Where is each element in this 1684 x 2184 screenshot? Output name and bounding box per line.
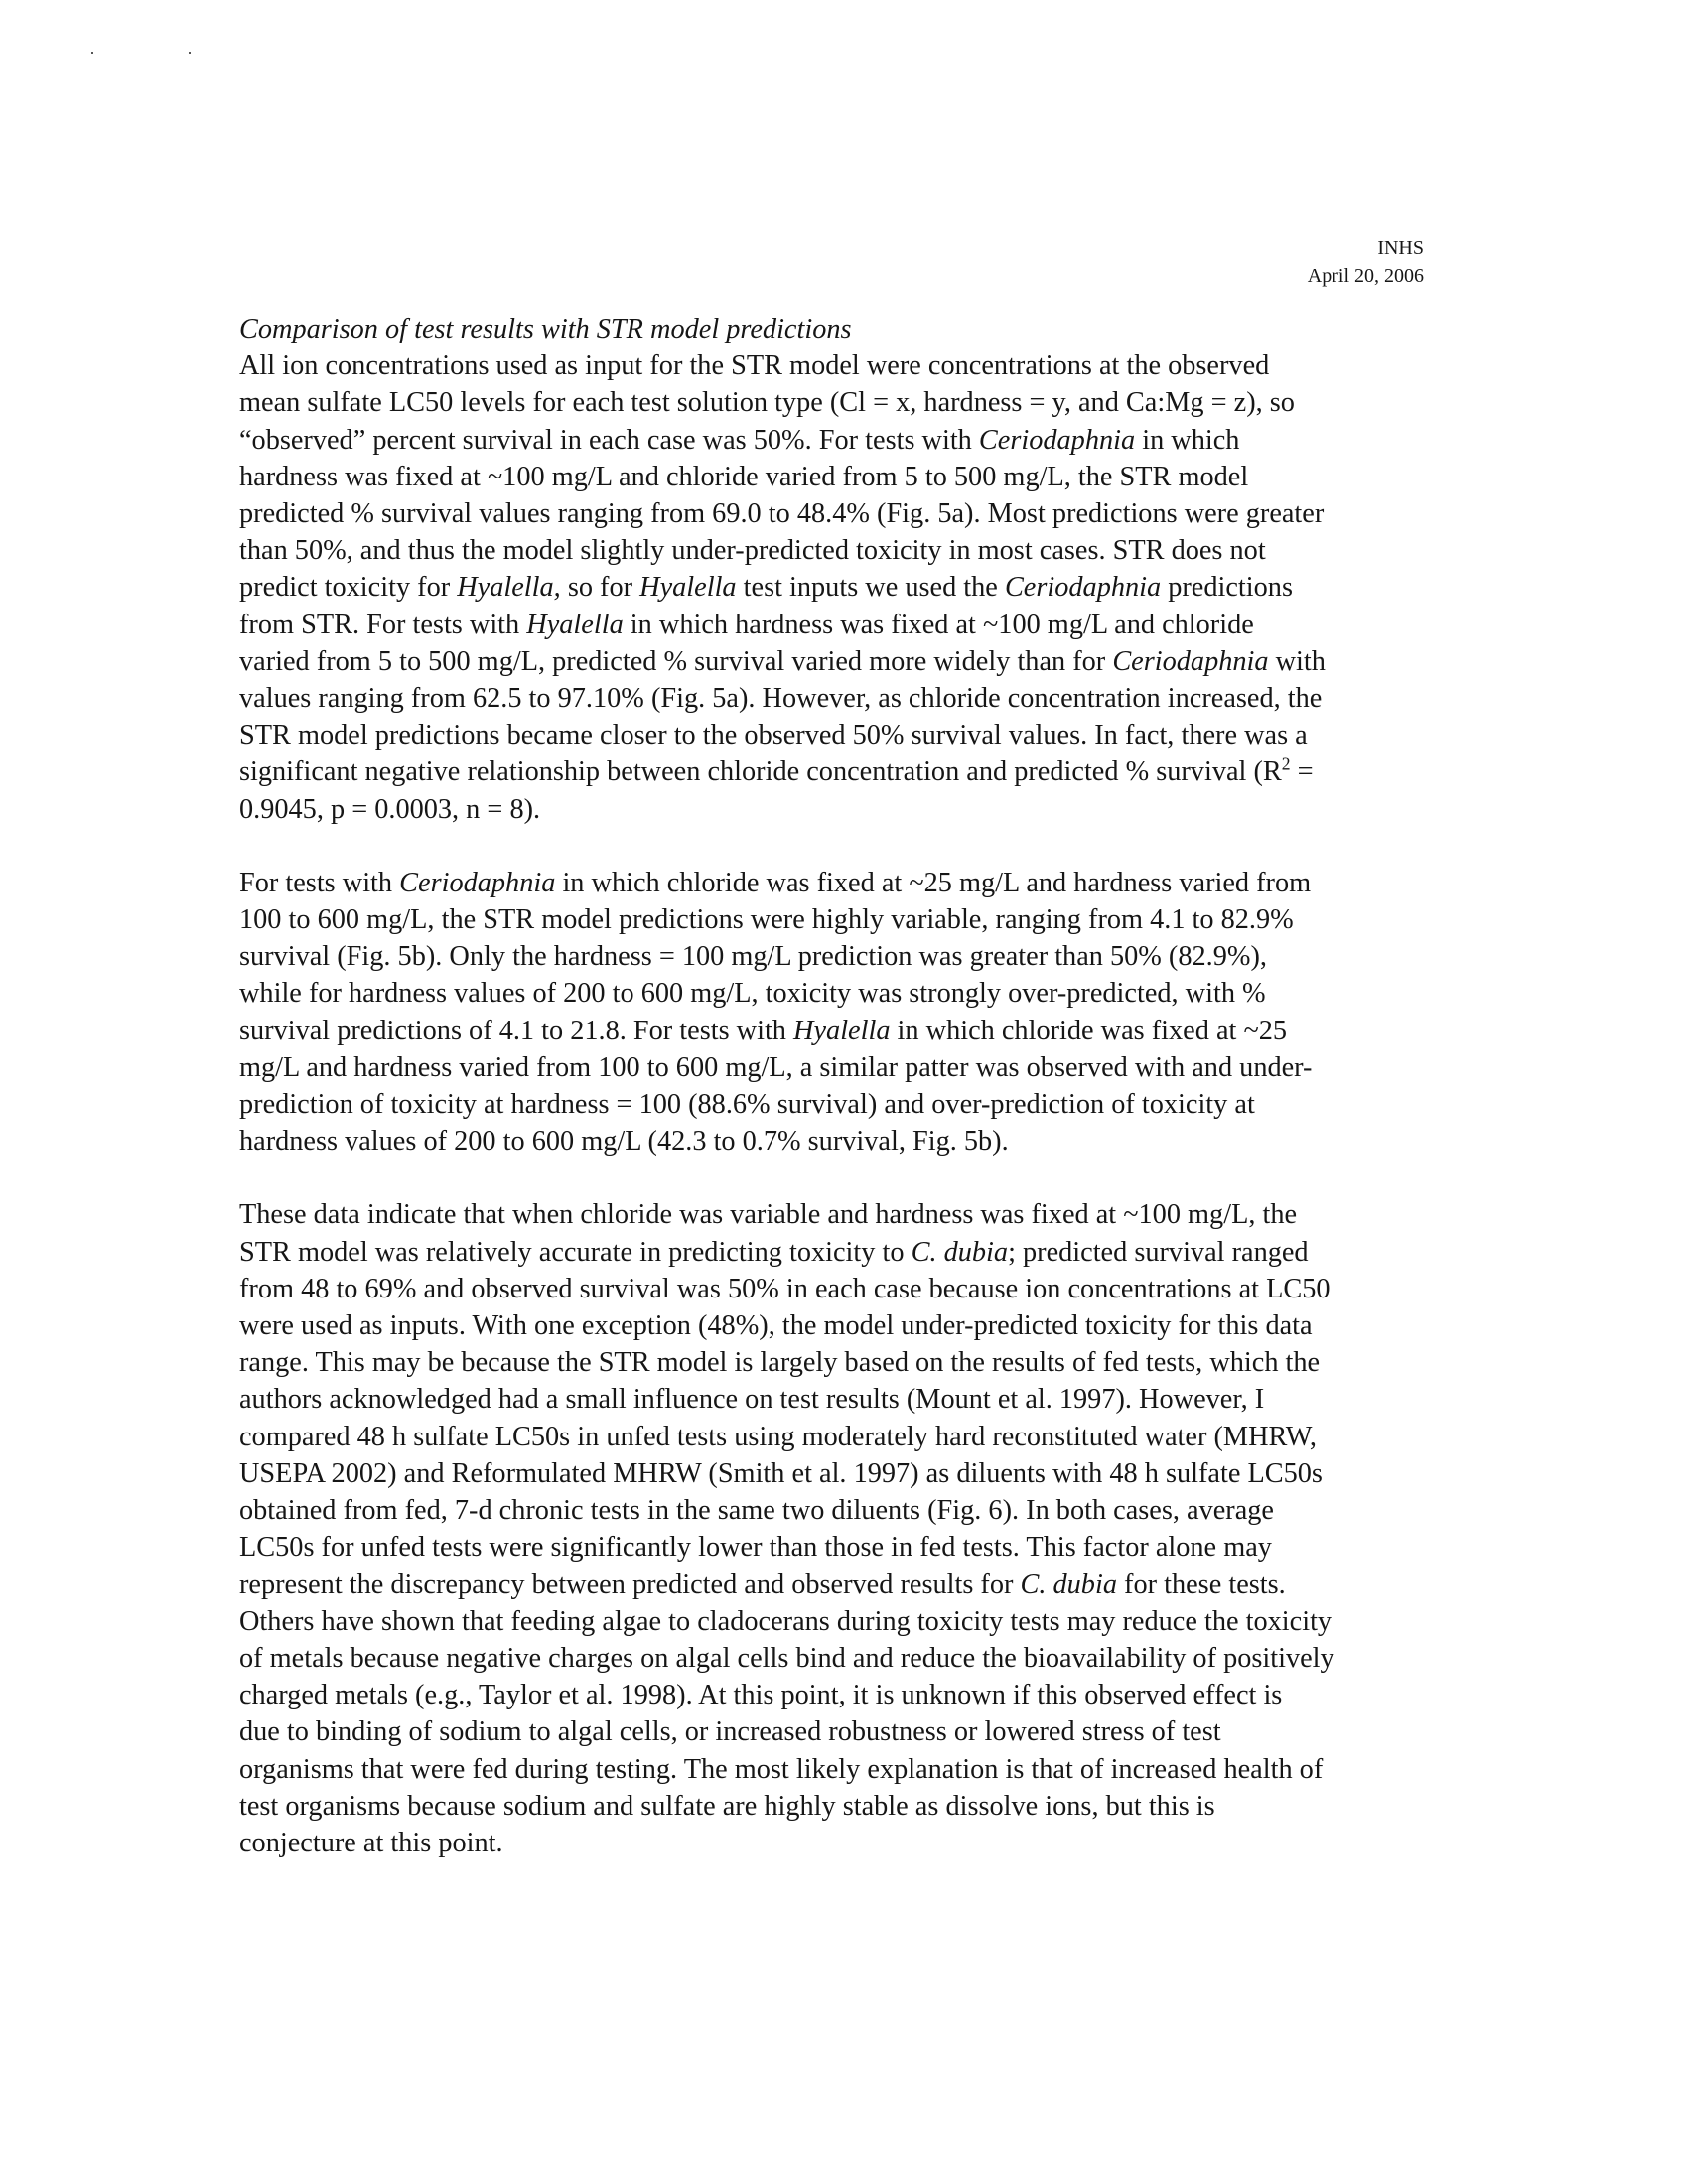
text-line [239,1751,1446,1788]
italic-term: C. dubia [1020,1569,1117,1600]
text-run: “observed” percent survival in each case was 50%. For tests with [239,424,979,456]
text-run: predicted % survival values ranging from 69.0 to 48.4% (Fig. 5a). Most predictions were greater [239,498,1325,530]
text-run: in which [1135,424,1240,456]
italic-term: C. dubia [911,1236,1009,1268]
text-run: For tests with [239,867,400,898]
text-run: 0.9045, p = 0.0003, n = 8). [239,793,541,825]
text-run: survival (Fig. 5b). Only the hardness = 100 mg/L prediction was greater than 50% (82.9%), [239,941,1267,973]
paragraph [239,1196,1446,1861]
text-line [239,532,1446,569]
text-run: hardness values of 200 to 600 mg/L (42.3 to 0.7% survival, Fig. 5b). [239,1126,1009,1158]
text-run: in which chloride was fixed at ~25 mg/L and hardness varied from [555,867,1312,898]
text-line [239,791,1446,828]
text-run: from STR. For tests with [239,609,527,640]
text-line [239,569,1446,606]
text-run: mg/L and hardness varied from 100 to 600 mg/L, a similar patter was observed with and under- [239,1051,1313,1083]
text-run: USEPA 2002) and Reformulated MHRW (Smith et al. 1997) as diluents with 48 h sulfate LC50s [239,1457,1323,1489]
text-run: All ion concentrations used as input for the STR model were concentrations at the observed [239,350,1270,382]
text-run: STR model predictions became closer to the observed 50% survival values. In fact, there was a [239,720,1308,751]
text-line [239,717,1446,753]
italic-term: Hyalella [793,1015,891,1046]
italic-term: Ceriodaphnia [978,424,1136,456]
text-run: varied from 5 to 500 mg/L, predicted % survival varied more widely than for [239,645,1113,677]
section-title: Comparison of test results with STR model predictions [239,314,852,344]
text-line [239,1567,1446,1603]
text-line [239,1013,1446,1049]
text-run: compared 48 h sulfate LC50s in unfed tests using moderately hard reconstituted water (MHRW, [239,1421,1317,1452]
text-run: with [1268,645,1326,677]
text-run: obtained from fed, 7-d chronic tests in the same two diluents (Fig. 6). In both cases, average [239,1495,1274,1527]
text-line [239,459,1446,495]
text-run: hardness was fixed at ~100 mg/L and chloride varied from 5 to 500 mg/L, the STR model [239,461,1249,492]
text-run: Others have shown that feeding algae to cladocerans during toxicity tests may reduce the toxicity [239,1605,1333,1637]
text-run: test inputs we used the [736,572,1005,604]
text-line [239,1196,1446,1233]
text-run: due to binding of sodium to algal cells, or increased robustness or lowered stress of test [239,1716,1221,1748]
text-run: range. This may be because the STR model is largely based on the results of fed tests, which the [239,1347,1321,1379]
text-line [239,1381,1446,1418]
text-line [239,975,1446,1012]
document-body [239,311,1446,1861]
text-line [239,1307,1446,1344]
text-run: charged metals (e.g., Taylor et al. 1998). At this point, it is unknown if this observed effect is [239,1680,1283,1711]
text-line [239,1677,1446,1713]
italic-term: Hyalella [526,609,624,640]
text-line [239,1234,1446,1271]
text-run: than 50%, and thus the model slightly under-predicted toxicity in most cases. STR does not [239,535,1266,567]
text-line [239,1529,1446,1566]
text-run: in which hardness was fixed at ~100 mg/L and chloride [623,609,1254,640]
text-line [239,495,1446,532]
text-line [239,1640,1446,1677]
header-date: April 20, 2006 [1307,265,1424,287]
paragraph [239,865,1446,1160]
text-run: = [1290,756,1314,788]
italic-term: Ceriodaphnia [1004,572,1162,604]
text-run: while for hardness values of 200 to 600 mg/L, toxicity was strongly over-predicted, with % [239,978,1266,1010]
text-run: of metals because negative charges on algal cells bind and reduce the bioavailability of positively [239,1642,1334,1674]
text-run: ; predicted survival ranged [1008,1236,1309,1268]
text-line [239,1603,1446,1640]
text-run: predict toxicity for [239,572,458,604]
text-run: 100 to 600 mg/L, the STR model predictions were highly variable, ranging from 4.1 to 82.9% [239,904,1294,936]
paragraph [239,347,1446,828]
scan-speck [91,52,93,54]
header-org: INHS [1377,237,1424,259]
text-line [239,901,1446,938]
text-run: significant negative relationship between chloride concentration and predicted % survival (R [239,756,1282,788]
italic-term: Hyalella, [457,572,561,604]
text-run: values ranging from 62.5 to 97.10% (Fig. 5a). However, as chloride concentration increased, the [239,683,1323,715]
text-run: so for [560,572,640,604]
text-line [239,1419,1446,1455]
text-run: LC50s for unfed tests were significantly lower than those in fed tests. This factor alone may [239,1532,1272,1564]
text-line [239,1123,1446,1160]
text-line [239,938,1446,975]
text-run: represent the discrepancy between predicted and observed results for [239,1569,1021,1600]
text-line [239,1713,1446,1750]
italic-term: Ceriodaphnia [1112,645,1269,677]
italic-term: Ceriodaphnia [399,867,556,898]
text-run: were used as inputs. With one exception (48%), the model under-predicted toxicity for this data [239,1310,1313,1342]
scan-speck [189,52,191,54]
text-line [239,643,1446,680]
text-line [239,1492,1446,1529]
text-line [239,1788,1446,1825]
text-line [239,347,1446,384]
text-run: These data indicate that when chloride was variable and hardness was fixed at ~100 mg/L, the [239,1199,1298,1231]
text-run: organisms that were fed during testing. The most likely explanation is that of increased health of [239,1753,1324,1785]
text-line [239,753,1446,790]
text-run: test organisms because sodium and sulfate are highly stable as dissolve ions, but this is [239,1790,1215,1822]
text-line [239,422,1446,459]
text-line [239,680,1446,717]
text-line [239,1086,1446,1123]
text-run: mean sulfate LC50 levels for each test solution type (Cl = x, hardness = y, and Ca:Mg = z), so [239,387,1295,419]
paragraphs [239,347,1446,1861]
text-run: in which chloride was fixed at ~25 [890,1015,1288,1046]
text-line [239,607,1446,643]
text-line [239,1825,1446,1861]
text-line [239,1344,1446,1381]
text-line [239,1271,1446,1307]
text-run: from 48 to 69% and observed survival was 50% in each case because ion concentrations at LC50 [239,1273,1331,1304]
text-run: conjecture at this point. [239,1827,503,1858]
text-run: predictions [1161,572,1293,604]
italic-term: Hyalella [639,572,737,604]
text-line [239,1049,1446,1086]
text-run: prediction of toxicity at hardness = 100 (88.6% survival) and over-prediction of toxicity at [239,1089,1255,1121]
text-line [239,865,1446,901]
text-line [239,384,1446,421]
text-run: for these tests. [1116,1569,1286,1600]
text-run: survival predictions of 4.1 to 21.8. For tests with [239,1015,794,1046]
text-run: authors acknowledged had a small influence on test results (Mount et al. 1997). However, I [239,1384,1265,1416]
text-run: STR model was relatively accurate in predicting toxicity to [239,1236,912,1268]
superscript: 2 [1281,754,1291,775]
text-line [239,1455,1446,1492]
page-header [1308,234,1424,290]
